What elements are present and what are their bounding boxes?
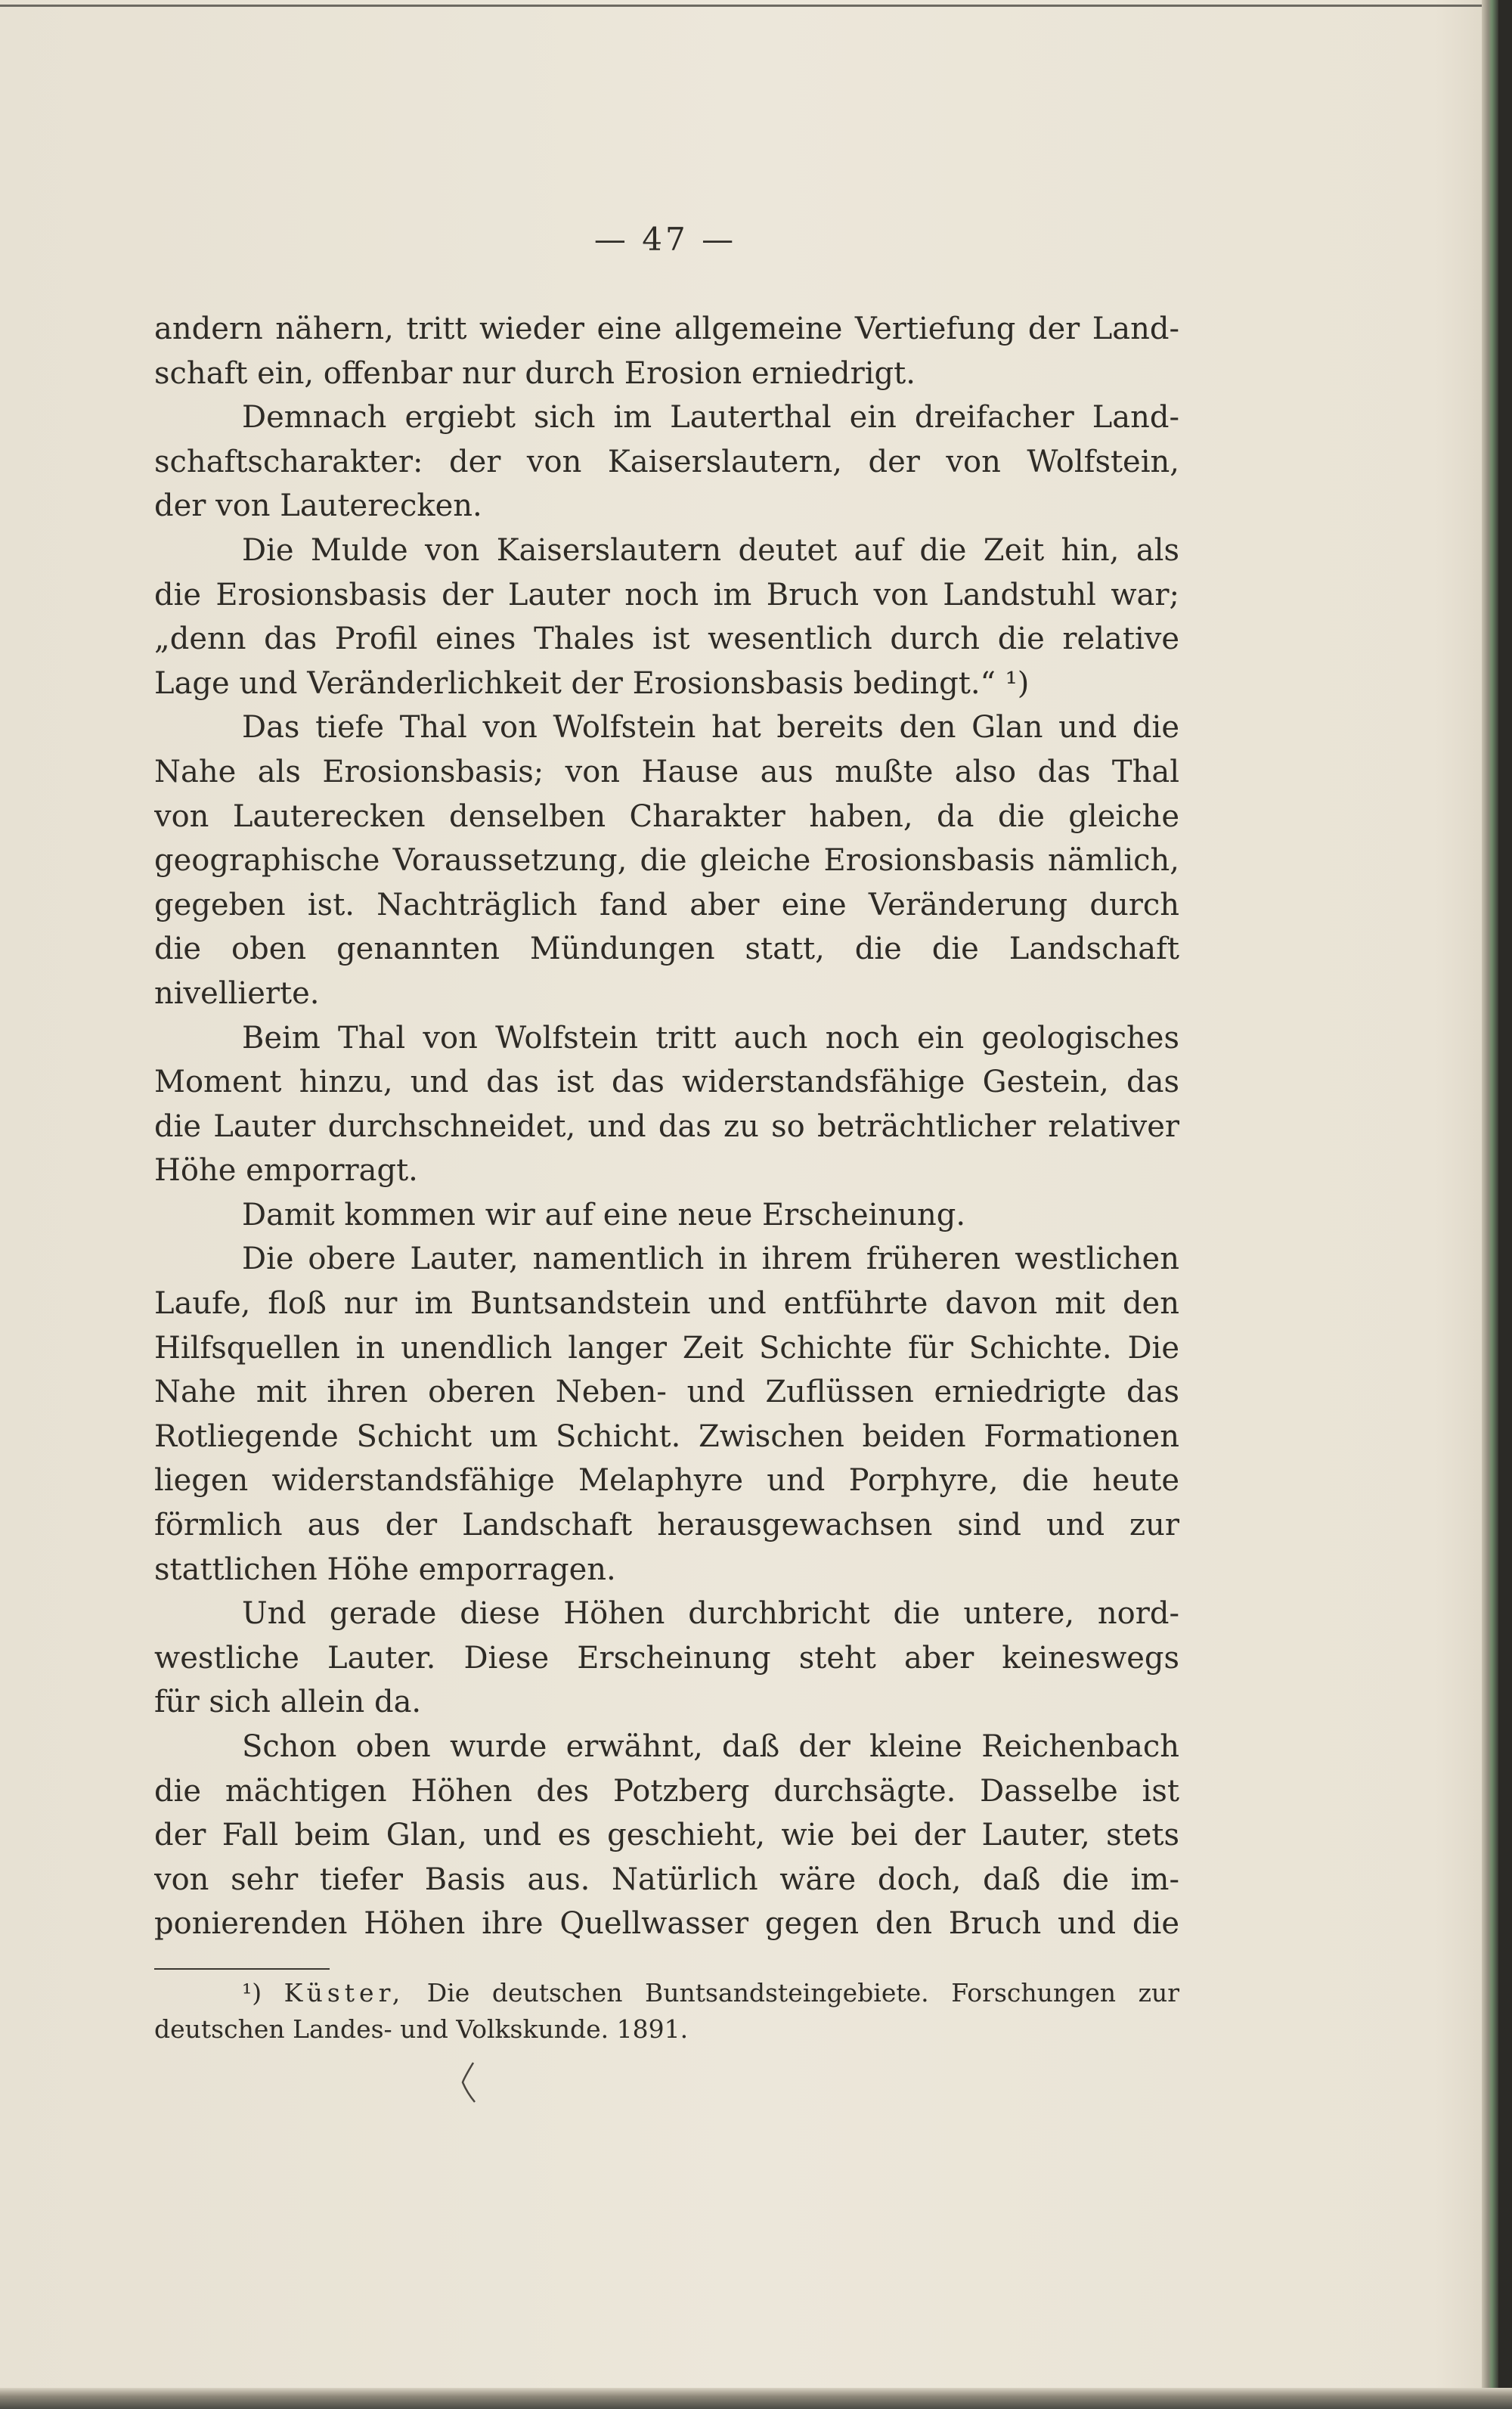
- footnote-rule: [154, 1968, 330, 1970]
- text-line: geographische Voraussetzung, die gleiche Erosionsbasis nämlich,: [154, 843, 1179, 879]
- page-bottom-edge: [0, 2388, 1512, 2409]
- text-line: Hilfsquellen in unendlich langer Zeit Schichte für Schichte. Die: [154, 1330, 1179, 1366]
- text-line: Laufe, floß nur im Buntsandstein und entführte davon mit den: [154, 1286, 1179, 1322]
- text-line: die Lauter durchschneidet, und das zu so beträchtlicher relativer: [154, 1108, 1179, 1144]
- text-line: die oben genannten Mündungen statt, die die Landschaft: [154, 932, 1179, 967]
- top-edge-rule: [0, 5, 1482, 7]
- footnote-line-1: [154, 1975, 1179, 2011]
- text-line: Schon oben wurde erwähnt, daß der kleine Reichenbach: [242, 1729, 1179, 1764]
- text-line: ponierenden Höhen ihre Quellwasser gegen den Bruch und die: [154, 1906, 1179, 1942]
- text-line: Die Mulde von Kaiserslautern deutet auf die Zeit hin, als: [242, 532, 1179, 568]
- text-line: schaftscharakter: der von Kaiserslautern, der von Wolfstein,: [154, 444, 1179, 479]
- text-line: Höhe emporragt.: [154, 1153, 418, 1189]
- text-line: westliche Lauter. Diese Erscheinung steht aber keineswegs: [154, 1640, 1179, 1676]
- text-line: Rotliegende Schicht um Schicht. Zwischen beiden Formationen: [154, 1418, 1179, 1454]
- text-line: Das tiefe Thal von Wolfstein hat bereits den Glan und die: [242, 710, 1179, 746]
- pencil-mark-icon: [457, 2060, 479, 2105]
- text-line: Damit kommen wir auf eine neue Erscheinung.: [242, 1197, 966, 1232]
- text-line: die mächtigen Höhen des Potzberg durchsägte. Dasselbe ist: [154, 1773, 1179, 1809]
- text-line: Nahe mit ihren oberen Neben- und Zuflüssen erniedrigte das: [154, 1375, 1179, 1410]
- text-line: Lage und Veränderlichkeit der Erosionsbasis bedingt.“ ¹): [154, 665, 1030, 701]
- text-line: Demnach ergiebt sich im Lauterthal ein dreifacher Land-: [242, 400, 1179, 436]
- text-line: schaft ein, offenbar nur durch Erosion erniedrigt.: [154, 355, 916, 391]
- footnote-title: Die deutschen Buntsandsteingebiete. Forschungen zur: [426, 1978, 1179, 2008]
- text-line: der von Lauterecken.: [154, 488, 482, 524]
- footnote: [154, 1975, 1179, 2048]
- text-line: förmlich aus der Landschaft herausgewachsen sind und zur: [154, 1508, 1179, 1543]
- page-fore-edge: [1482, 0, 1498, 2409]
- body-text: [154, 307, 1179, 1946]
- footnote-marker: ¹): [242, 1978, 262, 2008]
- text-line: gegeben ist. Nachträglich fand aber eine Veränderung durch: [154, 887, 1179, 922]
- text-line: Die obere Lauter, namentlich in ihrem früheren westlichen: [242, 1242, 1179, 1277]
- text-line: von sehr tiefer Basis aus. Natürlich wäre doch, daß die im-: [154, 1862, 1179, 1897]
- text-line: nivellierte.: [154, 975, 320, 1011]
- text-line: für sich allein da.: [154, 1685, 422, 1720]
- text-line: der Fall beim Glan, und es geschieht, wie bei der Lauter, stets: [154, 1818, 1179, 1853]
- text-line: von Lauterecken denselben Charakter haben, da die gleiche: [154, 798, 1179, 834]
- text-line: Und gerade diese Höhen durchbricht die untere, nord-: [242, 1596, 1179, 1632]
- text-line: Beim Thal von Wolfstein tritt auch noch ein geologisches: [242, 1020, 1179, 1056]
- text-line: die Erosionsbasis der Lauter noch im Bruch von Landstuhl war;: [154, 577, 1179, 612]
- footnote-author: Küster,: [284, 1978, 405, 2008]
- text-line: liegen widerstandsfähige Melaphyre und Porphyre, die heute: [154, 1463, 1179, 1499]
- text-line: Moment hinzu, und das ist das widerstandsfähige Gestein, das: [154, 1065, 1179, 1100]
- text-line: andern nähern, tritt wieder eine allgemeine Vertiefung der Land-: [154, 312, 1179, 346]
- footnote-line-2: deutschen Landes- und Volkskunde. 1891.: [154, 2014, 689, 2044]
- text-line: stattlichen Höhe emporragen.: [154, 1552, 616, 1587]
- text-line: „denn das Profil eines Thales ist wesentlich durch die relative: [154, 622, 1179, 657]
- page-number-header: — 47 —: [593, 221, 737, 258]
- text-line: Nahe als Erosionsbasis; von Hause aus mußte also das Thal: [154, 754, 1179, 789]
